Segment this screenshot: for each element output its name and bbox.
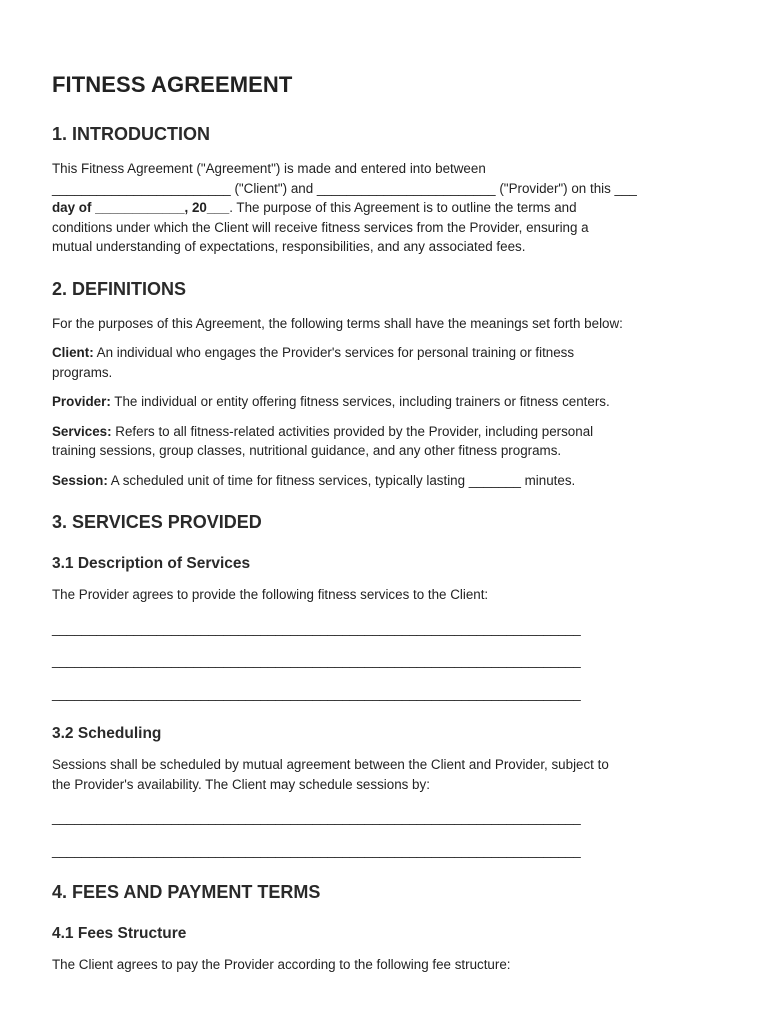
intro-line-1: This Fitness Agreement ("Agreement") is made and entered into between <box>52 161 486 176</box>
introduction-heading: 1. INTRODUCTION <box>52 124 211 144</box>
definition-term: Session: <box>52 472 108 488</box>
section-introduction <box>52 124 730 257</box>
scheduling-heading: 3.2 Scheduling <box>52 725 162 742</box>
services-heading: 3. SERVICES PROVIDED <box>52 512 262 532</box>
definition-session <box>52 471 730 491</box>
definitions-heading: 2. DEFINITIONS <box>52 278 187 299</box>
definition-text: The individual or entity offering fitness services, including trainers or fitness centers. <box>110 394 610 409</box>
intro-line-3: . The purpose of this Agreement is to outline the terms and <box>229 200 577 215</box>
definition-text-cont: programs. <box>52 364 113 380</box>
fees-structure-text: The Client agrees to pay the Provider according to the following fee structure: <box>52 957 511 972</box>
definition-provider <box>52 392 730 412</box>
intro-line-4: conditions under which the Client will receive fitness services from the Provider, ensuring a <box>52 219 589 235</box>
definition-client <box>52 343 730 382</box>
fill-in-line: _______________________________________________________________________ <box>52 653 581 668</box>
description-text: The Provider agrees to provide the following fitness services to the Client: <box>52 587 489 602</box>
definition-text-cont: training sessions, group classes, nutritional guidance, and any other fitness programs. <box>52 443 562 458</box>
fees-heading: 4. FEES AND PAYMENT TERMS <box>52 882 321 902</box>
definition-term: Client: <box>52 345 94 360</box>
fill-in-line: _______________________________________________________________________ <box>52 810 581 825</box>
section-fees <box>52 882 730 975</box>
intro-line-2: ________________________ ("Client") and ________________________ ("Provider") on this ___ <box>52 180 637 196</box>
definitions-lead: For the purposes of this Agreement, the following terms shall have the meanings set forth below: <box>52 315 623 331</box>
intro-date-blank: day of ____________, 20___ <box>52 200 230 215</box>
fill-in-line: _______________________________________________________________________ <box>52 685 581 701</box>
definition-term: Services: <box>52 423 112 439</box>
description-heading: 3.1 Description of Services <box>52 555 251 572</box>
introduction-paragraph <box>52 159 730 257</box>
definition-text: A scheduled unit of time for fitness services, typically lasting _______ minutes. <box>107 472 576 488</box>
scheduling-line-2: the Provider's availability. The Client may schedule sessions by: <box>52 776 430 792</box>
subsection-scheduling <box>52 725 730 860</box>
definition-text: An individual who engages the Provider's services for personal training or fitness <box>93 345 575 360</box>
section-services <box>52 512 730 860</box>
fees-structure-heading: 4.1 Fees Structure <box>52 925 187 942</box>
section-definitions <box>52 279 730 491</box>
document-title: FITNESS AGREEMENT <box>52 72 293 97</box>
definition-term: Provider: <box>52 394 111 409</box>
definition-services <box>52 422 730 461</box>
fill-in-line: _______________________________________________________________________ <box>52 842 581 858</box>
definition-text: Refers to all fitness-related activities provided by the Provider, including personal <box>111 423 594 439</box>
fill-in-line: _______________________________________________________________________ <box>52 620 581 636</box>
intro-line-5: mutual understanding of expectations, responsibilities, and any associated fees. <box>52 239 526 254</box>
scheduling-line-1: Sessions shall be scheduled by mutual agreement between the Client and Provider, subject to <box>52 757 609 772</box>
subsection-description <box>52 555 730 703</box>
scheduling-text <box>52 755 730 794</box>
